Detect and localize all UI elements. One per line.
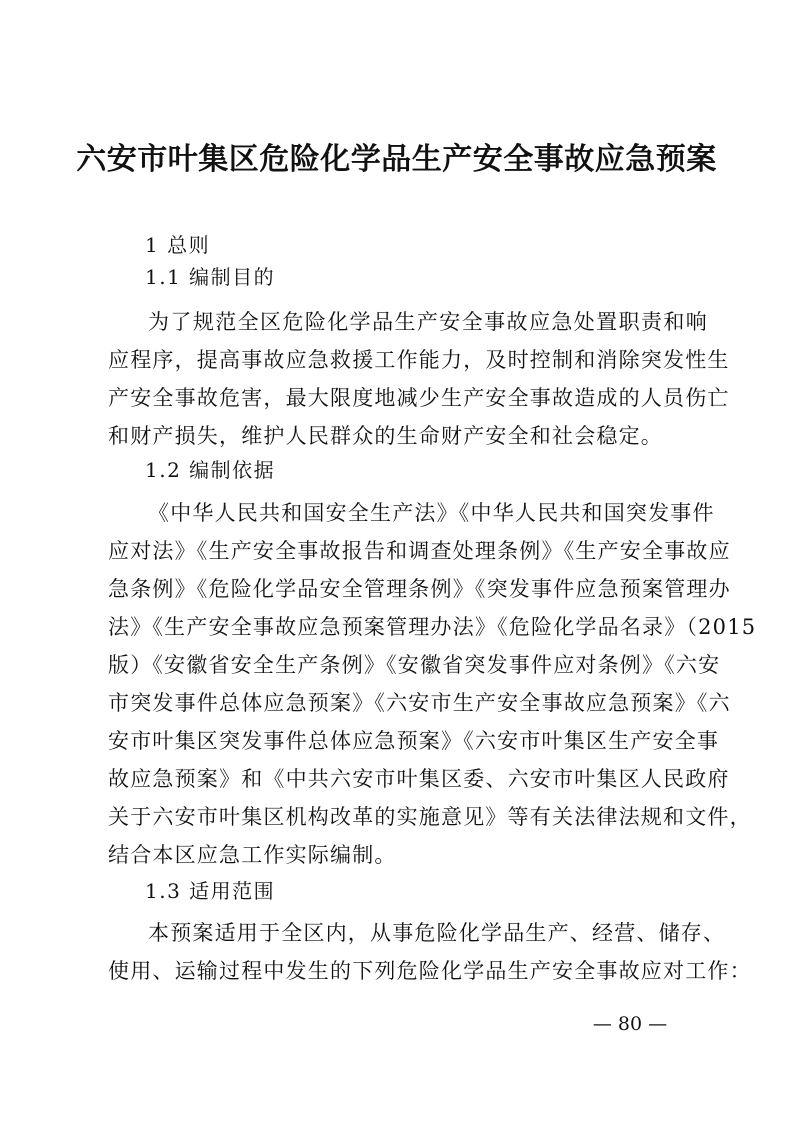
paragraph-line: 结合本区应急工作实际编制。: [108, 843, 397, 867]
paragraph-line: 使用、运输过程中发生的下列危险化学品生产安全事故应对工作：: [108, 959, 752, 983]
section-heading-purpose: 1.1 编制目的: [145, 265, 276, 289]
paragraph-line: 产安全事故危害，最大限度地减少生产安全事故造成的人员伤亡: [108, 386, 730, 410]
document-title: 六安市叶集区危险化学品生产安全事故应急预案: [76, 142, 717, 177]
paragraph-line: 本预案适用于全区内，从事危险化学品生产、经营、储存、: [148, 921, 726, 945]
paragraph-line: 关于六安市叶集区机构改革的实施意见》等有关法律法规和文件，: [108, 805, 752, 829]
paragraph-line: 市突发事件总体应急预案》《六安市生产安全事故应急预案》《六: [108, 691, 731, 715]
paragraph-line: 版）《安徽省安全生产条例》《安徽省突发事件应对条例》《六安: [108, 653, 721, 677]
section-heading-scope: 1.3 适用范围: [145, 879, 276, 903]
paragraph-line: 应对法》《生产安全事故报告和调查处理条例》《生产安全事故应: [108, 539, 731, 563]
paragraph-line: 法》《生产安全事故应急预案管理办法》《危险化学品名录》（2015: [108, 615, 757, 639]
paragraph-line: 急条例》《危险化学品安全管理条例》《突发事件应急预案管理办: [108, 577, 731, 601]
paragraph-line: 应程序，提高事故应急救援工作能力，及时控制和消除突发性生: [108, 348, 730, 372]
section-heading-basis: 1.2 编制依据: [145, 458, 276, 482]
paragraph-line: 和财产损失，维护人民群众的生命财产安全和社会稳定。: [108, 424, 663, 448]
paragraph-line: 故应急预案》和《中共六安市叶集区委、六安市叶集区人民政府: [108, 767, 730, 791]
section-heading-general: 1 总则: [145, 233, 211, 257]
paragraph-line: 安市叶集区突发事件总体应急预案》《六安市叶集区生产安全事: [108, 729, 720, 753]
paragraph-line: 《中华人民共和国安全生产法》《中华人民共和国突发事件: [148, 501, 715, 525]
page-number: — 80 —: [592, 1013, 668, 1035]
paragraph-line: 为了规范全区危险化学品生产安全事故应急处置职责和响: [148, 310, 708, 334]
